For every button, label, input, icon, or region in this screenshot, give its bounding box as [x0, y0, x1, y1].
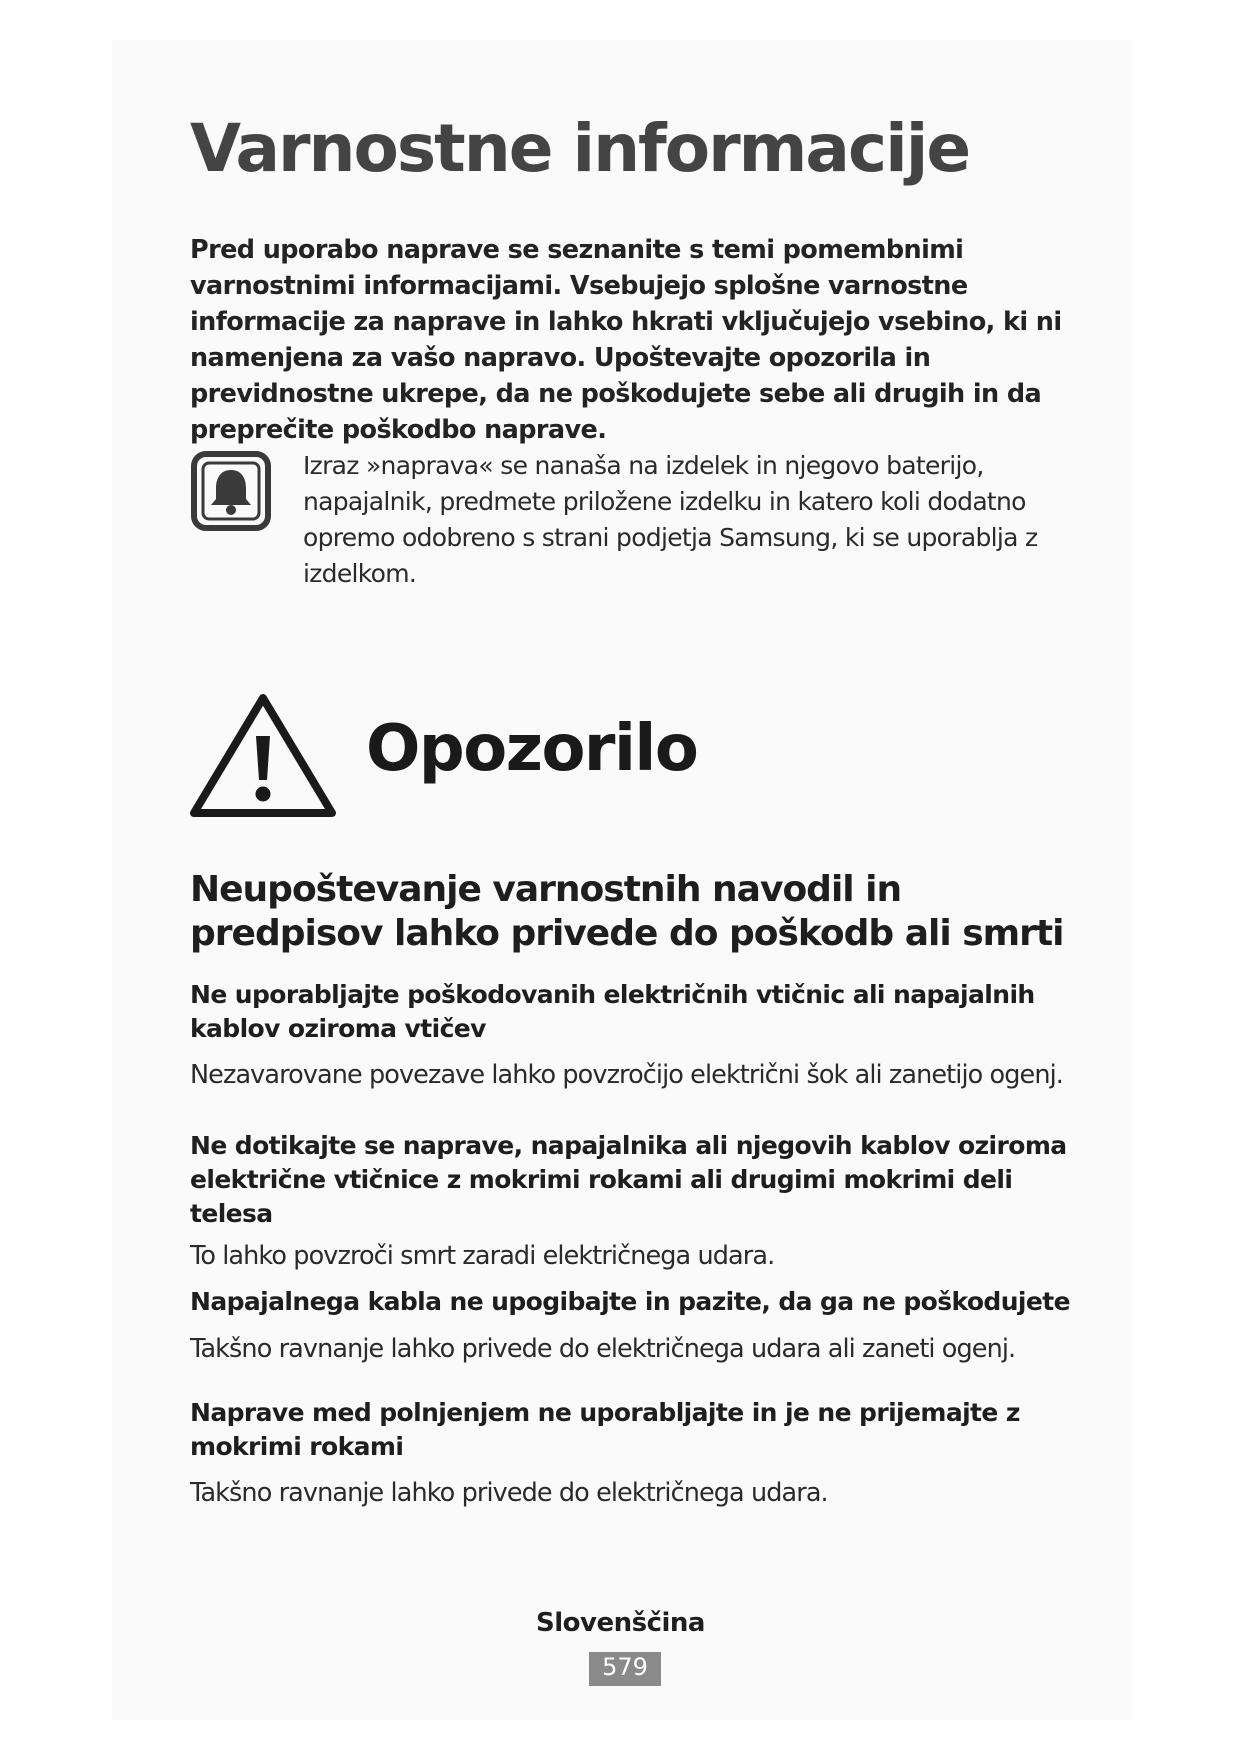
item-text: Nezavarovane povezave lahko povzročijo električni šok ali zanetijo ogenj. [190, 1060, 1063, 1090]
page-title: Varnostne informacije [190, 110, 970, 187]
item-title: Ne uporabljajte poškodovanih električnih vtičnic ali napajalnih kablov oziroma vtičev [190, 980, 1035, 1043]
list-item [190, 1129, 1070, 1273]
section-heading: Neupoštevanje varnostnih navodil in predpisov lahko privede do poškodb ali smrti [190, 869, 1064, 954]
footer-language: Slovenščina [536, 1608, 705, 1638]
page-number: 579 [589, 1652, 661, 1686]
intro-paragraph: Pred uporabo naprave se seznanite s temi pomembnimi varnostnimi informacijami. Vsebujejo splošne varnostne informacije za naprave in lahko hkrati vključujejo vsebino, ki ni namenjena za vašo napravo. Upoštevajte opozorila in previdnostne ukrepe, da ne poškodujete sebe ali drugih in da preprečite poškodbo naprave. [190, 235, 1062, 445]
item-title: Naprave med polnjenjem ne uporabljajte in je ne prijemajte z mokrimi rokami [190, 1398, 1020, 1461]
list-item [190, 1396, 1070, 1510]
bell-icon [190, 450, 272, 532]
item-text: Takšno ravnanje lahko privede do električnega udara. [190, 1478, 828, 1508]
list-item [190, 978, 1070, 1092]
list-item [190, 1285, 1070, 1366]
warning-triangle-icon [188, 690, 338, 820]
item-title: Napajalnega kabla ne upogibajte in pazite, da ga ne poškodujete [190, 1287, 1070, 1316]
item-text: Takšno ravnanje lahko privede do električnega udara ali zaneti ogenj. [190, 1334, 1016, 1364]
note-text: Izraz »naprava« se nanaša na izdelek in njegovo baterijo, napajalnik, predmete priložene izdelku in katero koli dodatno opremo odobreno s strani podjetja Samsung, ki se uporablja z izdelkom. [303, 451, 1038, 588]
item-title: Ne dotikajte se naprave, napajalnika ali njegovih kablov oziroma električne vtičnice z mokrimi rokami ali drugimi mokrimi deli telesa [190, 1131, 1067, 1228]
warning-title: Opozorilo [366, 712, 698, 786]
item-text: To lahko povzroči smrt zaradi električnega udara. [190, 1241, 775, 1271]
